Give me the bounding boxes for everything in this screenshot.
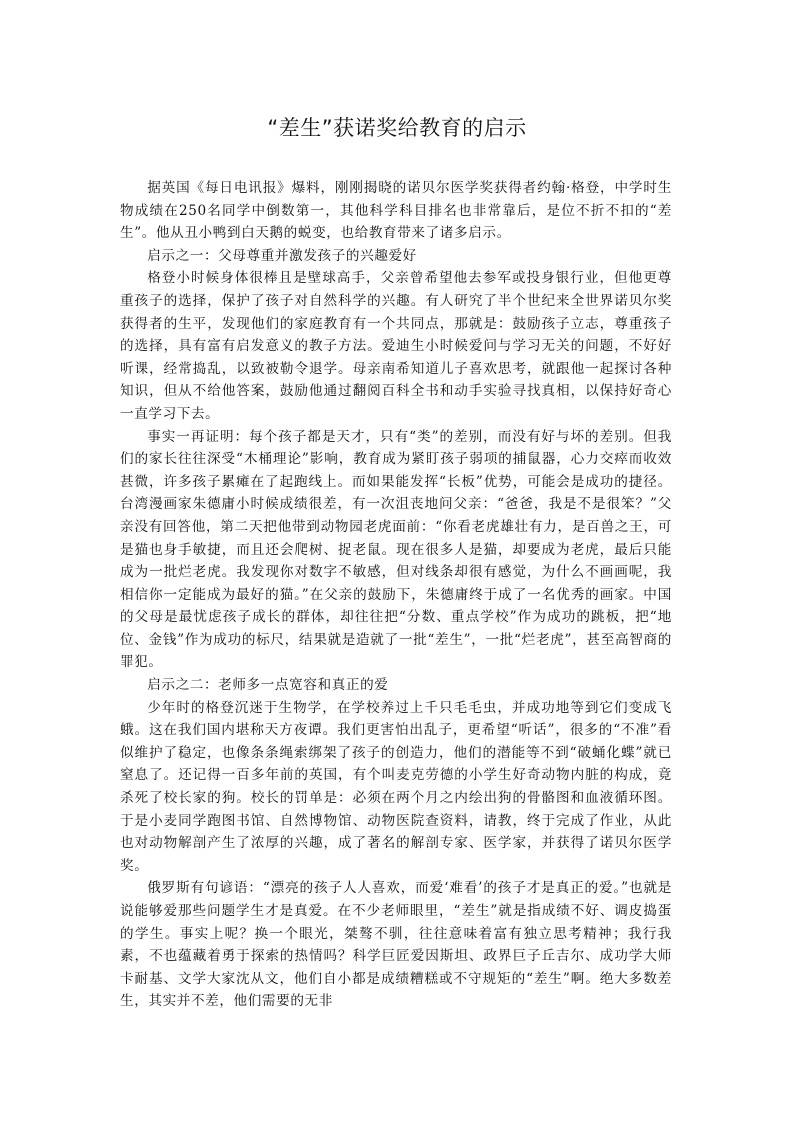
paragraph: 事实一再证明：每个孩子都是天才，只有“类”的差别，而没有好与坏的差别。但我们的家长往往深受“木桶理论”影响，教育成为紧盯孩子弱项的捕鼠器，心力交瘁而收效甚微，许多孩子累瘫在了起跑线上。而如果能发挥“长板”优势，可能会是成功的捷径。台湾漫画家朱德庸小时候成绩很差，有一次沮丧地问父亲：“爸爸，我是不是很笨？”父亲没有回答他，第二天把他带到动物园老虎面前：“你看老虎雄壮有力，是百兽之王，可是猫也身手敏捷，而且还会爬树、捉老鼠。现在很多人是猫，却要成为老虎，最后只能成为一批烂老虎。我发现你对数字不敏感，但对线条却很有感觉，为什么不画画呢，我相信你一定能成为最好的猫。”在父亲的鼓励下，朱德庸终于成了一名优秀的画家。中国的父母是最忧虑孩子成长的群体，却往往把“分数、重点学校”作为成功的跳板，把“地位、金钱”作为成功的标尺，结果就是造就了一批“差生”，一批“烂老虎”，甚至高智商的罪犯。 [120,428,672,671]
document-title: “差生”获诺奖给教育的启示 [267,116,527,140]
section-heading: 启示之二：老师多一点宽容和真正的爱 [147,677,389,694]
paragraph: 俄罗斯有句谚语：“漂亮的孩子人人喜欢，而爱‘难看’的孩子才是真正的爱。”也就是说能够爱那些问题学生才是真爱。在不少老师眼里，“差生”就是指成绩不好、调皮捣蛋的学生。事实上呢？换一个眼光，桀骜不驯，往往意味着富有独立思考精神；我行我素，不也蕴藏着勇于探索的热情吗？科学巨匠爱因斯坦、政界巨子丘吉尔、成功学大师卡耐基、文学大家沈从文，他们自小都是成绩糟糕或不守规矩的“差生”啊。绝大多数差生，其实并不差，他们需要的无非 [120,880,672,1010]
section-heading: 启示之一：父母尊重并激发孩子的兴趣爱好 [147,247,417,264]
paragraph: 格登小时候身体很棒且是壁球高手，父亲曾希望他去参军或投身银行业，但他更尊重孩子的选择，保护了孩子对自然科学的兴趣。有人研究了半个世纪来全世界诺贝尔奖获得者的生平，发现他们的家庭教育有一个共同点，那就是：鼓励孩子立志，尊重孩子的选择，具有富有启发意义的教子方法。爱迪生小时候爱问与学习无关的问题，不好好听课，经常捣乱，以致被勒令退学。母亲南希知道儿子喜欢思考，就跟他一起探讨各种知识，但从不给他答案，鼓励他通过翻阅百科全书和动手实验寻找真相，以保持好奇心一直学习下去。 [120,270,672,422]
paragraph: 据英国《每日电讯报》爆料，刚刚揭晓的诺贝尔医学奖获得者约翰·格登，中学时生物成绩在250名同学中倒数第一，其他科学科目排名也非常靠后，是位不折不扣的“差生”。他从丑小鸭到白天鹅的蜕变，也给教育带来了诸多启示。 [120,180,672,242]
document-body [120,177,672,1013]
paragraph: 少年时的格登沉迷于生物学，在学校养过上千只毛毛虫，并成功地等到它们变成飞蛾。这在我们国内堪称天方夜谭。我们更害怕出乱子，更希望“听话”，很多的“不准”看似维护了稳定，也像条条绳索绑架了孩子的创造力，他们的潜能等不到“破蛹化蝶”就已窒息了。还记得一百多年前的英国，有个叫麦克劳德的小学生好奇动物内脏的构成，竟杀死了校长家的狗。校长的罚单是：必须在两个月之内绘出狗的骨骼图和血液循环图。于是小麦同学跑图书馆、自然博物馆、动物医院查资料，请教，终于完成了作业，从此也对动物解剖产生了浓厚的兴趣，成了著名的解剖专家、医学家，并获得了诺贝尔医学奖。 [120,699,672,874]
